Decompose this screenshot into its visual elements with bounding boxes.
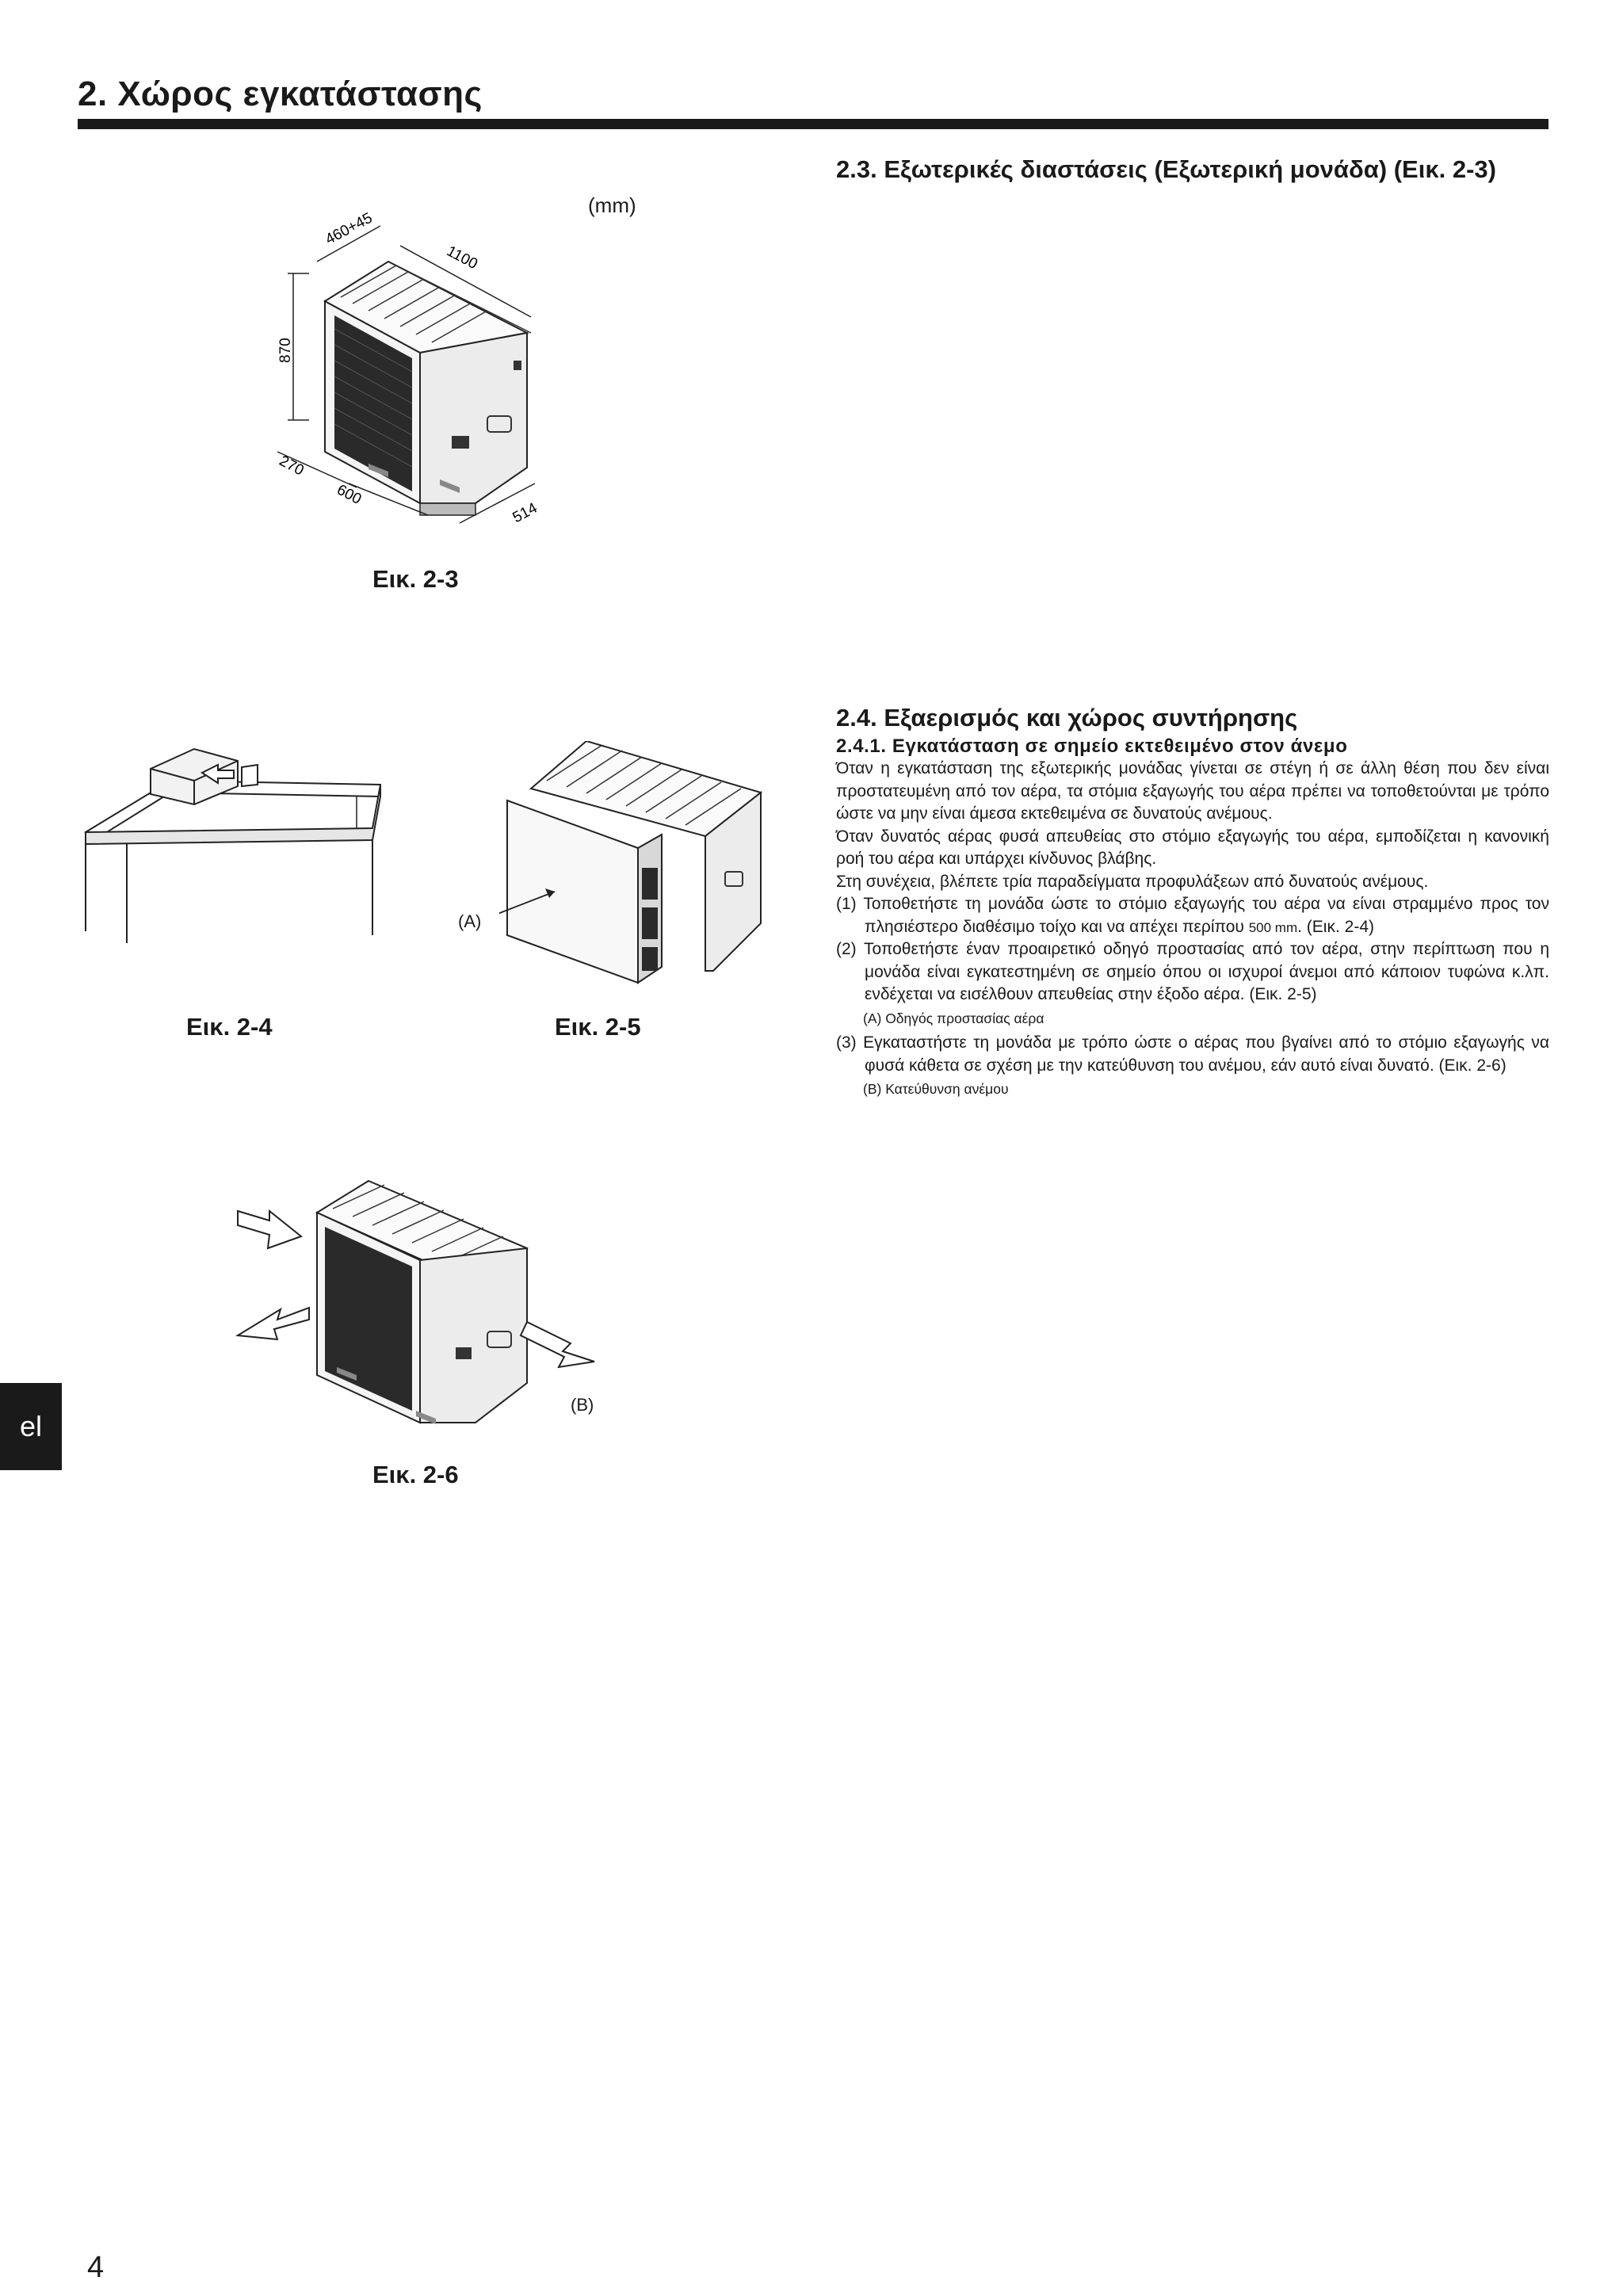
dim-600: 600 [334,481,365,509]
list-item-3: (3) Εγκαταστήστε τη μονάδα με τρόπο ώστε ο αέρας που βγαίνει από το στόμιο εξαγωγής να φυσά κάθετα σε σχέση με την κατεύθυνση του ανέμου, εάν αυτό είναι δυνατό. (Εικ. 2-6) [836,1033,1549,1075]
figure-2-5 [499,741,769,987]
section-2-4-1-heading: 2.4.1. Εγκατάσταση σε σημείο εκτεθειμένο στον άνεμο [836,735,1348,757]
section-2-3-heading: 2.3. Εξωτερικές διαστάσεις (Εξωτερική μονάδα) (Εικ. 2-3) [836,155,1496,183]
dim-870: 870 [277,338,294,363]
figure-2-6-caption: Εικ. 2-6 [372,1461,459,1488]
figure-2-4 [79,737,396,951]
figure-2-3-unit: (mm) [588,193,636,217]
roof-wall-installation-drawing [79,737,396,951]
list-item-2: (2) Τοποθετήστε έναν προαιρετικό οδηγό προστασίας από τον αέρα, στην περίπτωση που η μονάδα είναι εγκατεστημένη σε σημείο όπου οι ισχυροί άνεμοι από κάποιον τυφώνα κ.λπ. ενδέχεται να εισέλθουν απευθείας στην έξοδο αέρα. (Εικ. 2-5) [836,940,1549,1004]
dim-460-45: 460+45 [323,209,376,249]
figure-2-5-label-a: (A) [458,911,482,931]
paragraph-3: Στη συνέχεια, βλέπετε τρία παραδείγματα προφυλάξεων από δυνατούς ανέμους. [836,872,1429,891]
figure-2-4-caption: Εικ. 2-4 [186,1013,273,1041]
figure-2-3 [262,190,642,531]
figure-2-6-label-b: (B) [571,1395,594,1415]
chapter-rule [78,119,1549,129]
dim-514: 514 [510,499,540,527]
figure-2-5-caption: Εικ. 2-5 [555,1013,641,1041]
chapter-title: 2. Χώρος εγκατάστασης [78,74,483,113]
wind-direction-drawing [222,1173,602,1435]
note-b: (B) Κατεύθυνση ανέμου [863,1081,1009,1098]
figure-2-3-caption: Εικ. 2-3 [372,565,459,593]
wind-guide-drawing [499,741,769,987]
dim-270: 270 [276,453,307,479]
page-number: 4 [87,2251,105,2284]
note-a: (A) Οδηγός προστασίας αέρα [863,1010,1044,1027]
paragraph-2: Όταν δυνατός αέρας φυσά απευθείας στο στόμιο εξαγωγής του αέρα, εμποδίζεται η κανονική ροή του αέρα και υπάρχει κίνδυνος βλάβης. [836,827,1549,869]
paragraph-1: Όταν η εγκατάσταση της εξωτερικής μονάδας γίνεται σε στέγη ή σε άλλη θέση που δεν είναι προστατευμένη από τον αέρα, τα στόμια εξαγωγής του αέρα πρέπει να τοποθετούνται με τρόπο ώστε να μην είναι άμεσα εκτεθειμένα σε δυνατούς ανέμους. [836,759,1549,823]
outdoor-unit-dimension-drawing [262,190,642,531]
section-2-4 [836,704,1549,1103]
section-2-4-heading: 2.4. Εξαερισμός και χώρος συντήρησης [836,704,1298,732]
list-item-1: (1) Τοποθετήστε τη μονάδα ώστε το στόμιο εξαγωγής του αέρα να είναι στραμμένο προς τον πλησιέστερο διαθέσιμο τοίχο και να απέχει περίπου 500 mm. (Εικ. 2-4) [836,895,1549,936]
dim-1100: 1100 [443,243,480,273]
language-tab: el [0,1383,62,1470]
figure-2-6 [222,1173,602,1435]
